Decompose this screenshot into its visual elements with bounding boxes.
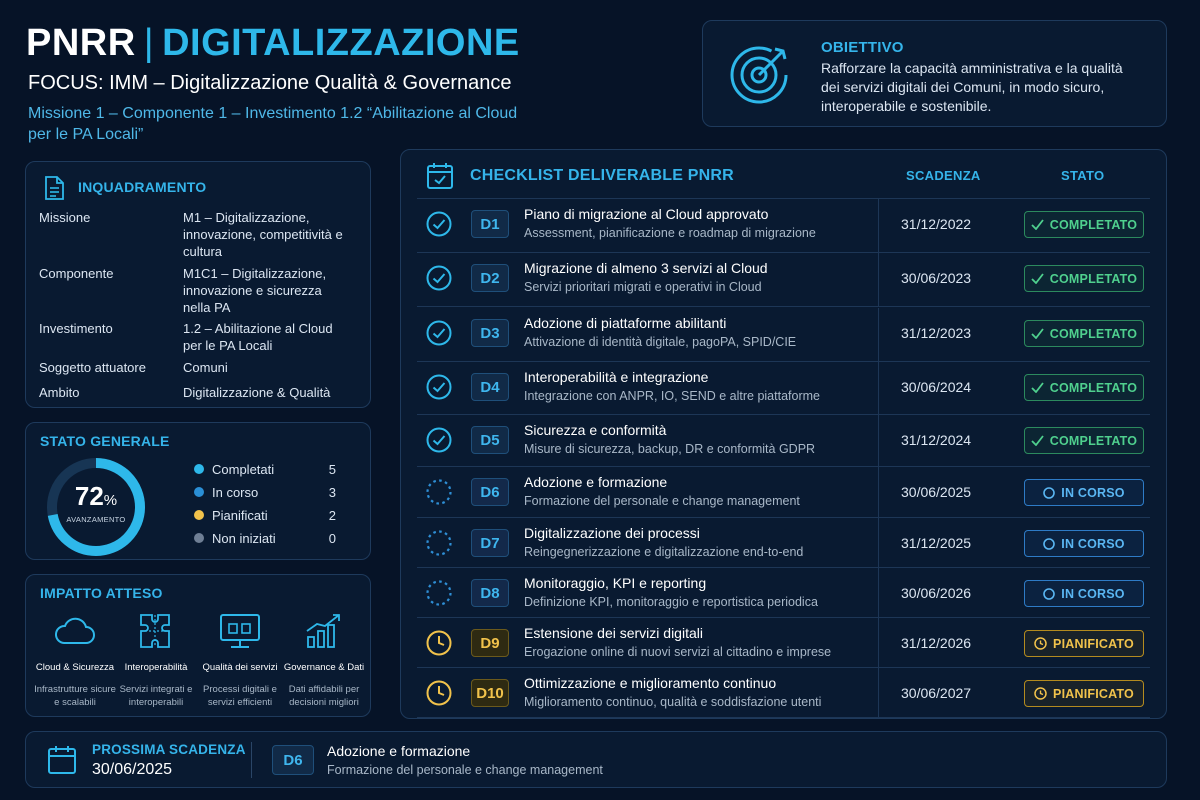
legend-label-in-corso: In corso <box>212 485 259 500</box>
status-badge <box>1024 479 1144 506</box>
column-divider <box>878 568 879 617</box>
legend-value-completati: 5 <box>328 462 336 477</box>
deliverable-subtitle: Misure di sicurezza, backup, DR e conformità GDPR <box>524 442 816 456</box>
status-badge-label: COMPLETATO <box>1049 326 1138 341</box>
objective-text: Rafforzare la capacità amministrativa e la qualità dei servizi digitali dei Comuni, in modo sicuro, interoperabile e sostenibile. <box>821 60 1123 114</box>
deliverable-deadline: 30/06/2027 <box>901 685 972 701</box>
clock-icon <box>426 680 452 706</box>
monitor-icon <box>217 611 263 651</box>
deliverable-subtitle: Assessment, pianificazione e roadmap di migrazione <box>524 226 816 240</box>
impact-label-governance: Governance & Dati <box>283 662 365 673</box>
deliverable-deadline: 31/12/2022 <box>901 216 972 232</box>
page-description: Missione 1 – Componente 1 – Investimento 1.2 “Abilitazione al Cloud per le PA Locali” <box>28 105 518 143</box>
check-circle-icon <box>426 320 452 346</box>
clock-icon <box>426 630 452 656</box>
badge-check-icon <box>1031 382 1044 393</box>
deliverable-deadline: 30/06/2025 <box>901 484 972 500</box>
title-separator: | <box>143 22 155 64</box>
impact-item-interop <box>112 611 200 709</box>
legend-value-non-iniziati: 0 <box>328 531 336 546</box>
deliverable-subtitle: Miglioramento continuo, qualità e soddisfazione utenti <box>524 695 822 709</box>
status-badge <box>1024 320 1144 347</box>
deliverable-title: Migrazione di almeno 3 servizi al Cloud <box>524 260 768 276</box>
progress-readout <box>44 481 148 512</box>
deliverable-code: D5 <box>471 426 509 454</box>
objective-panel <box>702 20 1167 127</box>
deliverable-row <box>417 568 1150 618</box>
legend-dot-in-corso <box>194 487 204 497</box>
badge-clock-icon <box>1034 637 1047 650</box>
check-circle-icon <box>426 427 452 453</box>
deliverable-code: D9 <box>471 629 509 657</box>
status-panel <box>25 422 371 560</box>
check-circle-icon <box>426 374 452 400</box>
impact-desc-interop: Servizi integrati e interoperabili <box>119 684 193 708</box>
status-badge <box>1024 530 1144 557</box>
deliverable-title: Ottimizzazione e miglioramento continuo <box>524 675 777 691</box>
deliverable-row <box>417 467 1150 518</box>
badge-check-icon <box>1031 273 1044 284</box>
chart-icon <box>301 611 347 651</box>
column-divider <box>878 467 879 517</box>
status-badge <box>1024 580 1144 607</box>
impact-label-interop: Interoperabilità <box>124 662 188 673</box>
impact-title: IMPATTO ATTESO <box>40 585 163 601</box>
title-digitalizzazione: DIGITALIZZAZIONE <box>162 22 520 64</box>
column-header-status: STATO <box>1061 168 1105 183</box>
column-divider <box>878 362 879 414</box>
next-deadline-title: Adozione e formazione <box>327 743 471 759</box>
deliverable-subtitle: Erogazione online di nuovi servizi al cittadino e imprese <box>524 645 832 659</box>
badge-circle-icon <box>1043 487 1055 499</box>
status-badge-label: IN CORSO <box>1061 536 1125 551</box>
deliverable-title: Digitalizzazione dei processi <box>524 525 700 541</box>
deliverable-deadline: 30/06/2024 <box>901 379 972 395</box>
status-badge <box>1024 265 1144 292</box>
deliverable-code: D1 <box>471 210 509 238</box>
framing-value-investimento: 1.2 – Abilitazione al Cloud per le PA Locali <box>183 321 333 353</box>
target-icon <box>727 41 793 107</box>
next-deadline-code: D6 <box>272 745 314 775</box>
page-subtitle: FOCUS: IMM – Digitalizzazione Qualità & Governance <box>28 72 512 94</box>
deliverable-deadline: 31/12/2023 <box>901 325 972 341</box>
framing-label-ambito: Ambito <box>39 385 80 400</box>
objective-title: OBIETTIVO <box>821 39 904 56</box>
document-icon <box>43 175 65 201</box>
check-circle-icon <box>426 265 452 291</box>
deliverable-title: Interoperabilità e integrazione <box>524 369 709 385</box>
deliverable-subtitle: Servizi prioritari migrati e operativi in Cloud <box>524 280 762 294</box>
legend-dot-non-iniziati <box>194 533 204 543</box>
status-badge-label: IN CORSO <box>1061 485 1125 500</box>
next-deadline-subtitle: Formazione del personale e change management <box>327 763 603 777</box>
deliverable-title: Piano di migrazione al Cloud approvato <box>524 206 769 222</box>
framing-label-missione: Missione <box>39 210 91 225</box>
checklist-title: CHECKLIST DELIVERABLE PNRR <box>470 167 734 184</box>
deliverable-row <box>417 199 1150 253</box>
deliverable-title: Adozione di piattaforme abilitanti <box>524 315 727 331</box>
impact-panel <box>25 574 371 717</box>
check-circle-icon <box>426 211 452 237</box>
deliverable-deadline: 30/06/2026 <box>901 585 972 601</box>
framing-value-soggetto: Comuni <box>183 360 228 375</box>
deliverable-deadline: 30/06/2023 <box>901 270 972 286</box>
framing-label-investimento: Investimento <box>39 321 113 336</box>
framing-value-ambito: Digitalizzazione & Qualità <box>183 385 331 400</box>
status-badge-label: COMPLETATO <box>1049 271 1138 286</box>
legend-dot-completati <box>194 464 204 474</box>
badge-circle-icon <box>1043 538 1055 550</box>
status-badge <box>1024 427 1144 454</box>
column-divider <box>878 415 879 466</box>
deliverable-row <box>417 308 1150 362</box>
status-badge <box>1024 211 1144 238</box>
badge-check-icon <box>1031 219 1044 230</box>
legend-label-pianificati: Pianificati <box>212 508 268 523</box>
next-deadline-divider <box>251 742 252 778</box>
deliverable-row <box>417 518 1150 568</box>
deliverable-title: Sicurezza e conformità <box>524 422 667 438</box>
deliverable-code: D2 <box>471 264 509 292</box>
status-title: STATO GENERALE <box>40 433 170 449</box>
deliverable-row <box>417 618 1150 668</box>
deliverable-code: D8 <box>471 579 509 607</box>
status-badge-label: PIANIFICATO <box>1053 686 1134 701</box>
deliverable-row <box>417 362 1150 415</box>
calendar-icon <box>46 744 78 776</box>
framing-label-componente: Componente <box>39 266 114 281</box>
legend-dot-pianificati <box>194 510 204 520</box>
deliverable-code: D7 <box>471 529 509 557</box>
status-badge-label: COMPLETATO <box>1049 433 1138 448</box>
progress-percent: 72 <box>74 481 104 511</box>
impact-label-cloud: Cloud & Sicurezza <box>35 662 115 673</box>
deliverable-row <box>417 415 1150 467</box>
deliverable-title: Adozione e formazione <box>524 474 668 490</box>
status-badge-label: IN CORSO <box>1061 586 1125 601</box>
badge-check-icon <box>1031 435 1044 446</box>
dashed-circle-icon <box>426 530 452 556</box>
cloud-icon <box>52 611 98 651</box>
puzzle-icon <box>133 611 179 651</box>
framing-value-missione: M1 – Digitalizzazione, innovazione, competitività e cultura <box>183 210 343 259</box>
deliverable-title: Estensione dei servizi digitali <box>524 625 703 641</box>
deliverable-code: D6 <box>471 478 509 506</box>
progress-percent-sign: % <box>103 492 118 509</box>
deliverable-title: Monitoraggio, KPI e reporting <box>524 575 707 591</box>
status-badge <box>1024 630 1144 657</box>
deliverable-deadline: 31/12/2024 <box>901 432 972 448</box>
framing-title: INQUADRAMENTO <box>78 179 207 195</box>
progress-label: AVANZAMENTO <box>66 515 126 524</box>
next-deadline-label: PROSSIMA SCADENZA <box>92 742 246 757</box>
impact-label-quality: Qualità dei servizi <box>202 662 278 673</box>
status-badge-label: COMPLETATO <box>1049 380 1138 395</box>
column-divider <box>878 308 879 361</box>
title-pnrr: PNRR <box>26 22 136 64</box>
dashed-circle-icon <box>426 479 452 505</box>
badge-clock-icon <box>1034 687 1047 700</box>
column-divider <box>878 668 879 717</box>
impact-desc-cloud: Infrastrutture sicure e scalabili <box>34 684 116 708</box>
badge-circle-icon <box>1043 588 1055 600</box>
next-deadline-panel <box>25 731 1167 788</box>
impact-desc-quality: Processi digitali e servizi efficienti <box>203 684 277 708</box>
column-divider <box>878 199 879 252</box>
legend-label-completati: Completati <box>212 462 275 477</box>
legend-value-in-corso: 3 <box>328 485 336 500</box>
deliverable-subtitle: Integrazione con ANPR, IO, SEND e altre piattaforme <box>524 389 820 403</box>
calendar-check-icon <box>425 161 455 191</box>
status-badge <box>1024 680 1144 707</box>
deliverable-subtitle: Attivazione di identità digitale, pagoPA, SPID/CIE <box>524 335 797 349</box>
impact-item-cloud <box>31 611 119 709</box>
column-divider <box>878 518 879 567</box>
deliverable-deadline: 31/12/2026 <box>901 635 972 651</box>
page-title <box>26 22 520 65</box>
status-badge-label: COMPLETATO <box>1049 217 1138 232</box>
column-header-deadline: SCADENZA <box>906 168 981 183</box>
column-divider <box>878 618 879 667</box>
status-badge-label: PIANIFICATO <box>1053 636 1134 651</box>
deliverable-subtitle: Formazione del personale e change management <box>524 494 800 508</box>
next-deadline-date: 30/06/2025 <box>92 761 173 778</box>
deliverable-code: D10 <box>471 679 509 707</box>
legend-label-non-iniziati: Non iniziati <box>212 531 276 546</box>
badge-check-icon <box>1031 328 1044 339</box>
framing-panel <box>25 161 371 408</box>
impact-item-governance <box>280 611 368 709</box>
deliverable-code: D4 <box>471 373 509 401</box>
framing-value-componente: M1C1 – Digitalizzazione, innovazione e sicurezza nella PA <box>183 266 327 315</box>
deliverable-subtitle: Definizione KPI, monitoraggio e reportistica periodica <box>524 595 818 609</box>
impact-desc-governance: Dati affidabili per decisioni migliori <box>288 684 360 708</box>
framing-label-soggetto: Soggetto attuatore <box>39 360 146 375</box>
deliverable-subtitle: Reingegnerizzazione e digitalizzazione end-to-end <box>524 545 804 559</box>
status-badge <box>1024 374 1144 401</box>
legend-value-pianificati: 2 <box>328 508 336 523</box>
impact-item-quality <box>196 611 284 709</box>
deliverable-code: D3 <box>471 319 509 347</box>
deliverable-row <box>417 668 1150 718</box>
deliverable-row <box>417 253 1150 307</box>
column-divider <box>878 253 879 306</box>
deliverable-deadline: 31/12/2025 <box>901 535 972 551</box>
dashed-circle-icon <box>426 580 452 606</box>
